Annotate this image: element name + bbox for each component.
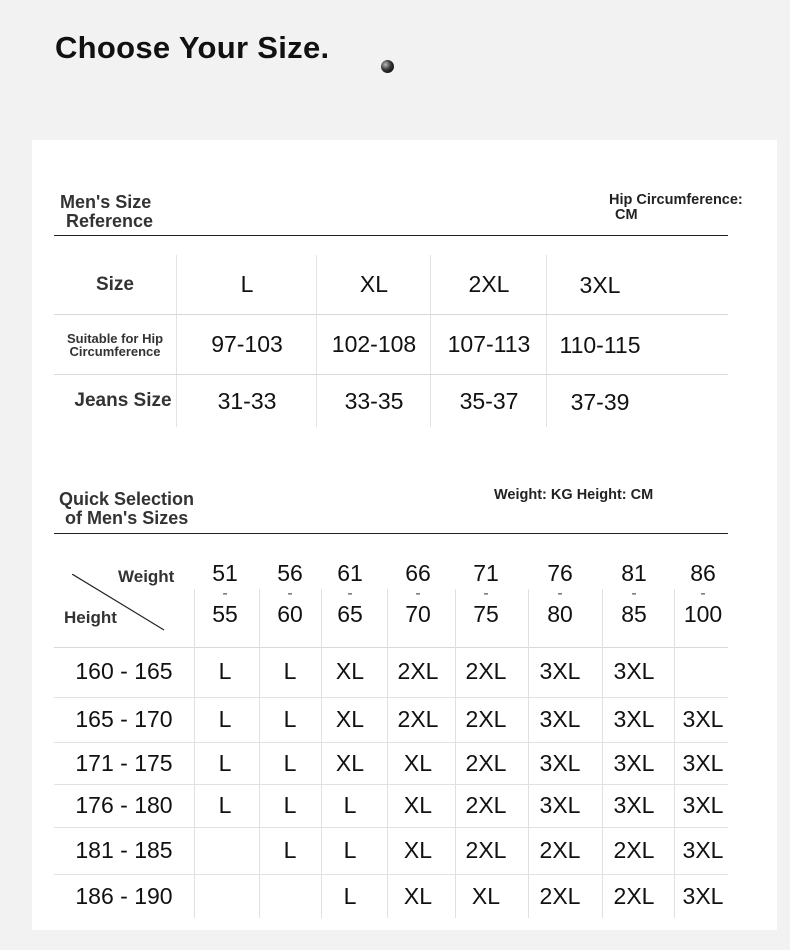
jeans-cell: 35-37 — [430, 375, 547, 427]
column-divider — [321, 875, 322, 918]
height-axis-label: Height — [64, 608, 117, 627]
size-value-cell: XL — [471, 882, 501, 909]
size-value-cell: L — [343, 792, 357, 818]
size-reference-title-line1: Men's Size — [60, 192, 152, 212]
size-value-cell: 3XL — [682, 706, 724, 732]
size-value-cell: XL — [335, 658, 365, 684]
size-value-cell: 2XL — [397, 658, 439, 684]
column-divider — [387, 875, 388, 918]
size-value-cell: L — [343, 837, 357, 863]
jeans-cell: 33-35 — [316, 375, 431, 427]
table-row — [54, 647, 728, 698]
size-value-cell: L — [218, 749, 232, 776]
weight-range-high: 55 — [212, 601, 238, 627]
weight-range-high: 80 — [547, 601, 573, 627]
weight-axis-label: Weight — [118, 567, 175, 586]
weight-range-header — [530, 560, 590, 627]
size-value-cell: 2XL — [465, 837, 507, 863]
table-row — [54, 875, 728, 918]
size-cell: L — [176, 255, 317, 314]
weight-range-header — [604, 560, 664, 627]
column-divider — [455, 875, 456, 918]
size-value-cell: 3XL — [539, 792, 581, 818]
column-divider — [674, 743, 675, 784]
column-divider — [674, 698, 675, 742]
weight-range-header — [320, 560, 380, 627]
height-range-cell: 160 - 165 — [75, 658, 173, 684]
size-value-cell: L — [283, 792, 297, 818]
jeans-row — [54, 375, 728, 427]
column-divider — [259, 875, 260, 918]
size-value-cell: 3XL — [539, 706, 581, 732]
column-divider — [455, 828, 456, 874]
height-range-cell: 165 - 170 — [75, 706, 173, 732]
size-value-cell: XL — [403, 882, 433, 909]
size-row — [54, 255, 728, 315]
weight-range-low: 51 — [212, 560, 238, 586]
column-divider — [455, 647, 456, 697]
size-value-cell: 3XL — [613, 658, 655, 684]
quick-selection-title-line1: Quick Selection — [59, 489, 195, 509]
weight-header-row — [54, 545, 728, 648]
column-divider — [674, 647, 675, 697]
size-value-cell: 3XL — [682, 792, 724, 818]
column-divider — [194, 698, 195, 742]
size-value-cell: 2XL — [539, 882, 581, 909]
table-row — [54, 698, 728, 743]
size-reference-title-line2: Reference — [66, 211, 154, 231]
column-divider — [194, 828, 195, 874]
weight-range-sep: - — [287, 585, 293, 602]
size-value-cell: XL — [403, 749, 433, 776]
weight-range-sep: - — [222, 585, 228, 602]
size-value-cell: 2XL — [465, 658, 507, 684]
column-divider — [674, 589, 675, 647]
table-row — [54, 828, 728, 875]
column-divider — [602, 698, 603, 742]
column-divider — [259, 589, 260, 647]
column-divider — [674, 875, 675, 918]
weight-range-high: 85 — [621, 601, 647, 627]
size-value-cell: 2XL — [613, 837, 655, 863]
size-value-cell: 3XL — [613, 749, 655, 776]
weight-range-high: 65 — [337, 601, 363, 627]
column-divider — [321, 743, 322, 784]
column-divider — [455, 698, 456, 742]
size-value-cell: L — [283, 706, 297, 732]
column-divider — [387, 589, 388, 647]
column-divider — [387, 828, 388, 874]
column-divider — [259, 698, 260, 742]
hip-row — [54, 315, 728, 375]
jeans-cell: 37-39 — [546, 375, 653, 427]
column-divider — [602, 589, 603, 647]
hip-unit-line1: Hip Circumference: — [609, 192, 743, 208]
height-range-cell: 186 - 190 — [75, 882, 173, 909]
hip-row-label-line1: Suitable for Hip — [66, 330, 164, 346]
column-divider — [387, 698, 388, 742]
column-divider — [674, 828, 675, 874]
size-value-cell: XL — [335, 706, 365, 732]
column-divider — [387, 647, 388, 697]
column-divider — [602, 785, 603, 827]
column-divider — [602, 828, 603, 874]
column-divider — [321, 647, 322, 697]
table-row — [54, 785, 728, 828]
weight-range-sep: - — [415, 585, 421, 602]
column-divider — [259, 647, 260, 697]
size-value-cell: 2XL — [465, 706, 507, 732]
column-divider — [321, 785, 322, 827]
weight-range-low: 76 — [547, 560, 573, 586]
weight-range-low: 86 — [690, 560, 716, 586]
size-value-cell: 2XL — [539, 837, 581, 863]
size-chart-card — [32, 140, 777, 930]
column-divider — [528, 743, 529, 784]
column-divider — [194, 589, 195, 647]
size-value-cell: L — [218, 792, 232, 818]
weight-range-high: 100 — [683, 601, 723, 627]
size-value-cell: L — [283, 749, 297, 776]
hip-row-label-line2: Circumference — [69, 343, 161, 359]
column-divider — [194, 647, 195, 697]
hip-unit-note — [609, 193, 743, 223]
height-range-cell: 176 - 180 — [75, 792, 173, 818]
size-value-cell: 2XL — [397, 706, 439, 732]
hip-unit-line2: CM — [615, 207, 638, 223]
hip-cell: 102-108 — [316, 315, 431, 374]
page-title: Choose Your Size. — [55, 30, 330, 65]
column-divider — [259, 828, 260, 874]
hip-cell: 107-113 — [430, 315, 547, 374]
table-row — [54, 743, 728, 785]
size-reference-table — [54, 255, 728, 427]
weight-range-header — [456, 560, 516, 627]
weight-range-header — [195, 560, 255, 627]
jeans-cell: 31-33 — [176, 375, 317, 427]
weight-range-sep: - — [483, 585, 489, 602]
column-divider — [387, 785, 388, 827]
hip-row-label — [54, 315, 176, 374]
size-value-cell: L — [283, 658, 297, 684]
column-divider — [321, 698, 322, 742]
size-value-cell: L — [218, 706, 232, 732]
column-divider — [194, 875, 195, 918]
size-value-cell: 2XL — [613, 882, 655, 909]
column-divider — [194, 785, 195, 827]
column-divider — [387, 743, 388, 784]
column-divider — [528, 875, 529, 918]
height-range-cell: 171 - 175 — [75, 749, 173, 776]
size-value-cell: L — [343, 882, 357, 909]
weight-range-high: 75 — [473, 601, 499, 627]
size-value-cell: 3XL — [682, 837, 724, 863]
weight-range-sep: - — [631, 585, 637, 602]
column-divider — [194, 743, 195, 784]
hip-cell: 97-103 — [176, 315, 317, 374]
weight-range-low: 71 — [473, 560, 499, 586]
size-value-cell: L — [218, 658, 232, 684]
hip-cell: 110-115 — [546, 315, 653, 374]
column-divider — [528, 828, 529, 874]
column-divider — [455, 785, 456, 827]
jeans-row-label: Jeans Size — [74, 390, 172, 411]
section-divider — [54, 235, 728, 236]
size-selection-table — [54, 647, 728, 918]
column-divider — [602, 875, 603, 918]
column-divider — [528, 589, 529, 647]
bullet-dot-icon — [381, 60, 394, 73]
quick-selection-title-line2: of Men's Sizes — [65, 508, 189, 528]
size-value-cell: 2XL — [465, 749, 507, 776]
weight-range-sep: - — [700, 585, 706, 602]
section-divider — [54, 533, 728, 534]
size-value-cell: 3XL — [613, 792, 655, 818]
size-value-cell: 3XL — [682, 882, 724, 909]
size-cell: 3XL — [546, 255, 653, 314]
weight-range-sep: - — [557, 585, 563, 602]
size-value-cell: XL — [403, 792, 433, 818]
weight-range-low: 61 — [337, 560, 363, 586]
size-value-cell: 3XL — [613, 706, 655, 732]
size-value-cell: XL — [335, 749, 365, 776]
weight-range-low: 56 — [277, 560, 303, 586]
weight-range-high: 70 — [405, 601, 431, 627]
column-divider — [528, 647, 529, 697]
size-value-cell: 3XL — [682, 749, 724, 776]
size-value-cell: 3XL — [539, 658, 581, 684]
weight-range-header — [673, 560, 733, 627]
column-divider — [602, 647, 603, 697]
column-divider — [321, 828, 322, 874]
column-divider — [674, 785, 675, 827]
column-divider — [455, 743, 456, 784]
column-divider — [259, 785, 260, 827]
column-divider — [602, 743, 603, 784]
size-value-cell: 3XL — [539, 749, 581, 776]
size-row-label: Size — [95, 273, 135, 295]
weight-range-sep: - — [347, 585, 353, 602]
column-divider — [455, 589, 456, 647]
size-cell: 2XL — [430, 255, 547, 314]
weight-range-low: 81 — [621, 560, 647, 586]
height-range-cell: 181 - 185 — [75, 837, 173, 863]
column-divider — [321, 589, 322, 647]
weight-range-header — [388, 560, 448, 627]
size-value-cell: L — [283, 837, 297, 863]
weight-range-low: 66 — [405, 560, 431, 586]
column-divider — [259, 743, 260, 784]
column-divider — [528, 698, 529, 742]
quick-selection-title — [59, 490, 194, 528]
column-divider — [528, 785, 529, 827]
size-value-cell: 2XL — [465, 792, 507, 818]
size-cell: XL — [316, 255, 431, 314]
weight-height-unit-note: Weight: KG Height: CM — [494, 487, 654, 503]
size-reference-title — [60, 193, 153, 231]
weight-range-header — [260, 560, 320, 627]
size-value-cell: XL — [403, 837, 433, 863]
weight-range-high: 60 — [277, 601, 303, 627]
